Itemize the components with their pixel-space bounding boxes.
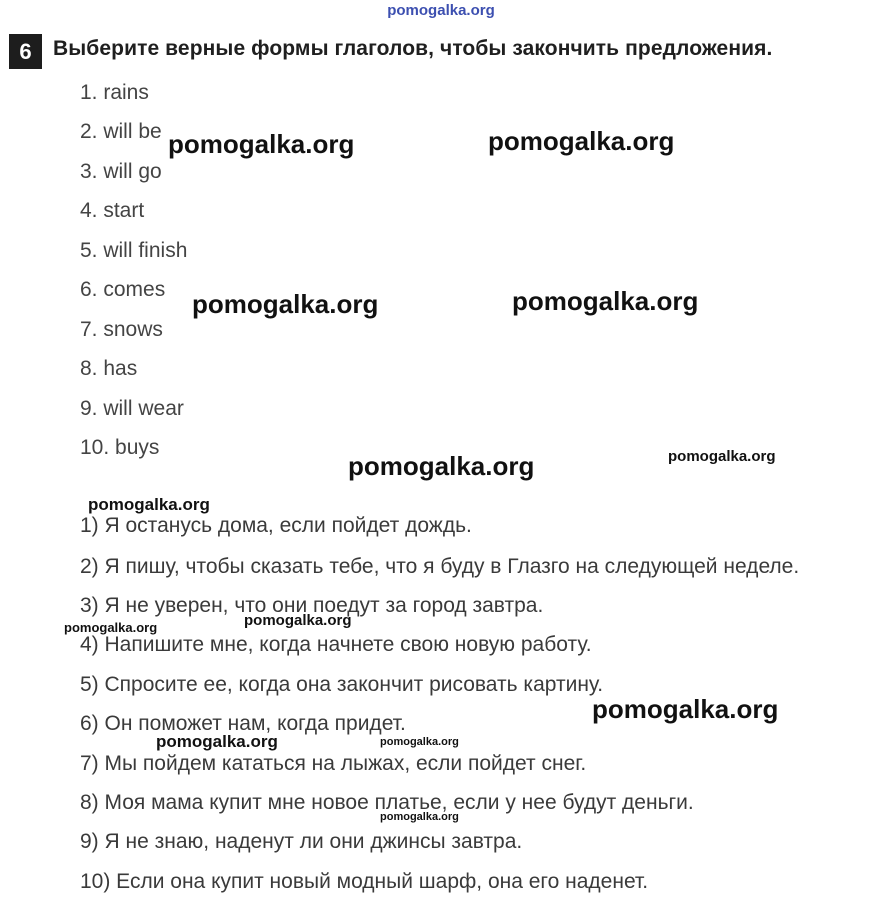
- answer-item: 9. will wear: [80, 397, 184, 420]
- top-watermark: pomogalka.org: [387, 2, 495, 19]
- answer-item: 2. will be: [80, 120, 162, 143]
- watermark: pomogalka.org: [88, 495, 210, 514]
- watermark: pomogalka.org: [156, 732, 278, 751]
- answer-item: 4. start: [80, 199, 145, 222]
- watermark: pomogalka.org: [64, 620, 158, 635]
- translation-item: 10) Если она купит новый модный шарф, она его наденет.: [80, 870, 649, 893]
- watermark: pomogalka.org: [168, 129, 355, 159]
- translation-item: 3) Я не уверен, что они поедут за город завтра.: [80, 594, 544, 617]
- translation-item: 1) Я останусь дома, если пойдет дождь.: [80, 514, 472, 537]
- watermark: pomogalka.org: [380, 736, 459, 748]
- translation-item: 6) Он поможет нам, когда придет.: [80, 712, 406, 735]
- answer-item: 3. will go: [80, 160, 162, 183]
- watermark: pomogalka.org: [380, 811, 459, 823]
- translation-item: 2) Я пишу, чтобы сказать тебе, что я буду в Глазго на следующей неделе.: [80, 555, 800, 578]
- answer-item: 6. comes: [80, 278, 166, 301]
- watermark: pomogalka.org: [592, 694, 779, 724]
- watermark: pomogalka.org: [244, 612, 352, 629]
- watermark: pomogalka.org: [348, 451, 535, 481]
- watermark: pomogalka.org: [488, 126, 675, 156]
- task-title: Выберите верные формы глаголов, чтобы закончить предложения.: [53, 37, 773, 60]
- translation-item: 5) Спросите ее, когда она закончит рисовать картину.: [80, 673, 604, 696]
- watermark: pomogalka.org: [668, 448, 776, 465]
- watermark: pomogalka.org: [192, 289, 379, 319]
- answer-item: 8. has: [80, 357, 138, 380]
- answer-item: 5. will finish: [80, 239, 188, 262]
- answer-item: 7. snows: [80, 318, 163, 341]
- translation-item: 8) Моя мама купит мне новое платье, если у нее будут деньги.: [80, 791, 694, 814]
- task-number-badge: 6: [9, 34, 42, 69]
- translation-item: 9) Я не знаю, наденут ли они джинсы завтра.: [80, 830, 523, 853]
- answer-item: 1. rains: [80, 81, 149, 104]
- translation-item: 7) Мы пойдем кататься на лыжах, если пойдет снег.: [80, 752, 587, 775]
- translation-item: 4) Напишите мне, когда начнете свою новую работу.: [80, 633, 592, 656]
- watermark: pomogalka.org: [512, 286, 699, 316]
- answer-item: 10. buys: [80, 436, 160, 459]
